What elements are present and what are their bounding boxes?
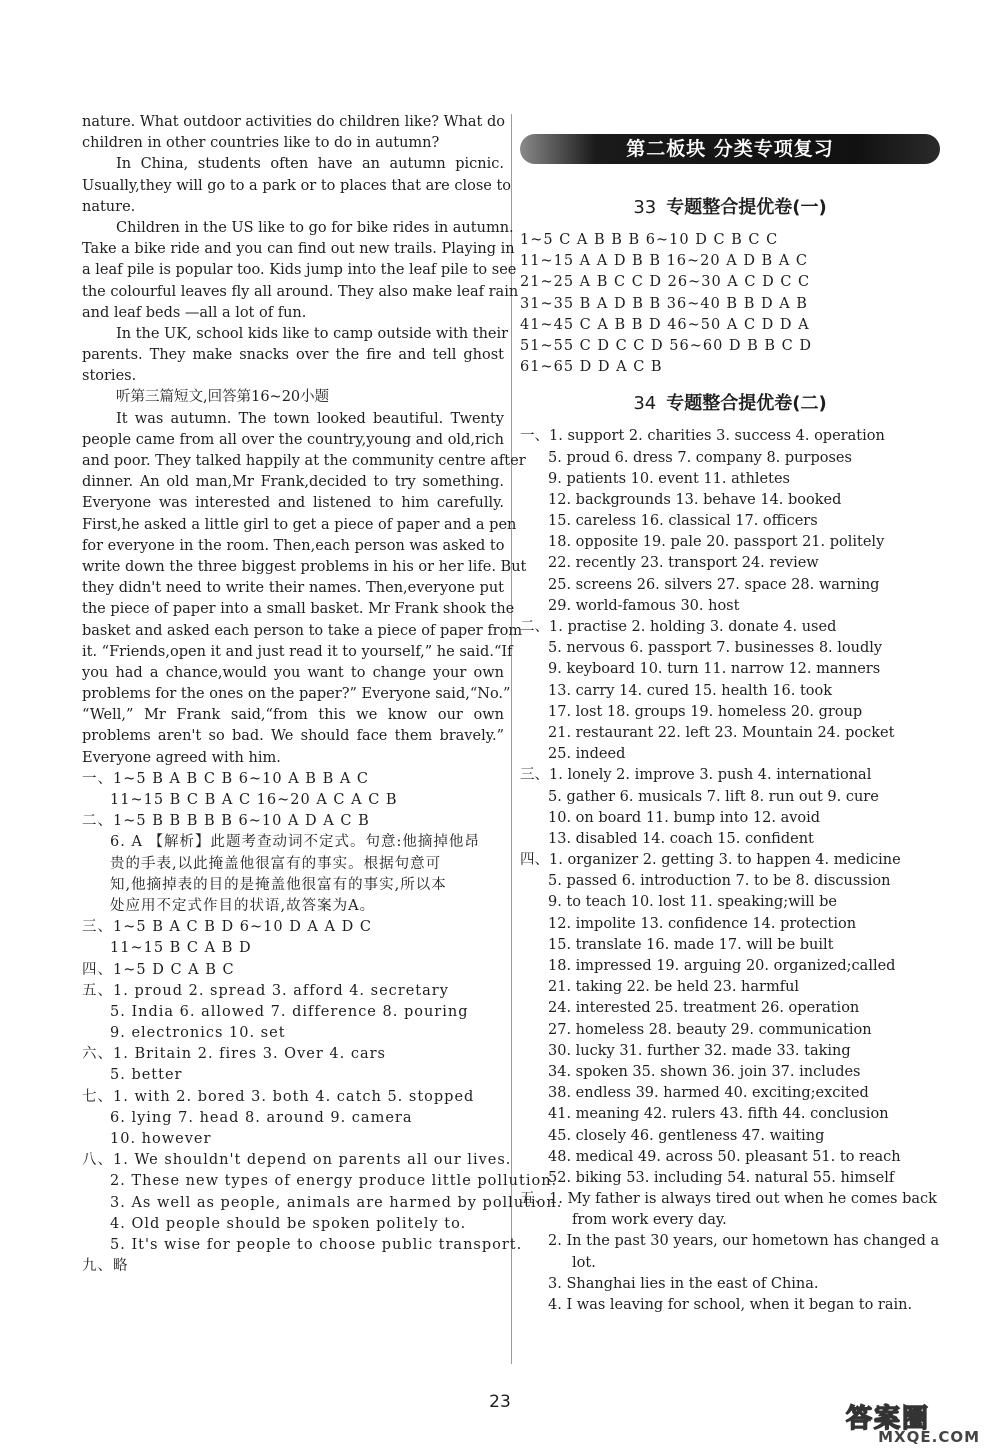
passage-line: In China, students often have an autumn picnic.	[116, 156, 504, 173]
answer-line: 5. better	[110, 1067, 183, 1084]
answer-line: 5. nervous 6. passport 7. businesses 8. loudly	[548, 640, 883, 657]
passage-line: Everyone agreed with him.	[82, 749, 281, 766]
answer-line: 9. to teach 10. lost 11. speaking;will be	[548, 894, 837, 911]
passage-line: write down the three biggest problems in his or her life. But	[82, 558, 527, 575]
answer-explanation: 处应用不定式作目的状语,故答案为A。	[110, 897, 376, 914]
answer-line: 11~15 A A D B B 16~20 A D B A C	[520, 253, 808, 270]
answer-line: 29. world-famous 30. host	[548, 597, 740, 614]
answer-line: 18. opposite 19. pale 20. passport 21. politely	[548, 534, 885, 551]
answer-explanation: 6. A 【解析】此题考查动词不定式。句意:他摘掉他昂	[110, 834, 480, 851]
answer-line: 5. India 6. allowed 7. difference 8. pouring	[110, 1003, 469, 1020]
answer-line: 五、1. My father is always tired out when he comes back	[520, 1191, 937, 1208]
answer-line: 5. gather 6. musicals 7. lift 8. run out 9. cure	[548, 788, 879, 805]
section-34-number: 34	[633, 393, 657, 415]
passage-line: and poor. They talked happily at the community centre after	[82, 453, 526, 469]
passage-line: people came from all over the country,young and old,rich	[82, 431, 504, 448]
answer-line: 七、1. with 2. bored 3. both 4. catch 5. stopped	[82, 1088, 475, 1105]
passage-line: “Well,” Mr Frank said,“from this we know our own	[82, 707, 504, 724]
answer-line: 15. careless 16. classical 17. officers	[548, 513, 818, 530]
answer-line: 一、1. support 2. charities 3. success 4. operation	[520, 428, 885, 445]
answer-line: 24. interested 25. treatment 26. operation	[548, 1000, 860, 1017]
answer-line: 5. It's wise for people to choose public transport.	[110, 1236, 523, 1253]
passage-line: problems for the ones on the paper?” Everyone said,“No.”	[82, 686, 511, 703]
answer-line: 3. Shanghai lies in the east of China.	[548, 1275, 819, 1292]
answer-line: 五、1. proud 2. spread 3. afford 4. secretary	[82, 982, 449, 999]
passage-line: the colourful leaves fly all around. They also make leaf rain	[82, 283, 519, 300]
passage-line: Children in the US like to go for bike rides in autumn.	[116, 219, 514, 236]
answer-line: 3. As well as people, animals are harmed by pollution.	[110, 1194, 563, 1211]
answer-line: 六、1. Britain 2. fires 3. Over 4. cars	[82, 1046, 386, 1063]
answer-line: 61~65 D D A C B	[520, 359, 663, 376]
answer-line: 31~35 B A D B B 36~40 B B D A B	[520, 295, 808, 312]
passage-line: the piece of paper into a small basket. Mr Frank shook the	[82, 601, 515, 618]
answer-explanation: 知,他摘掉表的目的是掩盖他很富有的事实,所以本	[110, 876, 447, 893]
section-33-name: 专题整合提优卷(一)	[666, 197, 827, 218]
page-number: 23	[489, 1392, 511, 1412]
passage-line: Take a bike ride and you can find out new trails. Playing in	[82, 241, 515, 258]
passage-line: stories.	[82, 368, 137, 385]
answer-line: lot.	[572, 1254, 596, 1271]
answer-line: 10. however	[110, 1131, 212, 1147]
passage-line: and leaf beds —all a lot of fun.	[82, 304, 307, 321]
answer-line: 9. patients 10. event 11. athletes	[548, 470, 790, 487]
passage-line: Everyone was interested and listened to him carefully.	[82, 495, 504, 512]
answer-line: 9. electronics 10. set	[110, 1025, 286, 1042]
section-34-title	[520, 382, 940, 426]
answer-line: 18. impressed 19. arguing 20. organized;called	[548, 958, 896, 974]
passage-line: it. “Friends,open it and just read it to yourself,” he said.“If	[82, 643, 513, 660]
answer-line: 10. on board 11. bump into 12. avoid	[548, 809, 821, 826]
answer-line: 21. taking 22. be held 23. harmful	[548, 979, 800, 996]
answer-line: 21~25 A B C C D 26~30 A C D C C	[520, 274, 811, 291]
passage-line: problems aren't so bad. We should face them bravely.”	[82, 728, 504, 745]
passage-line: dinner. An old man,Mr Frank,decided to try something.	[82, 474, 504, 491]
answer-line: 27. homeless 28. beauty 29. communication	[548, 1021, 872, 1038]
answer-line: 41. meaning 42. rulers 43. fifth 44. conclusion	[548, 1106, 889, 1123]
answer-line: 4. I was leaving for school, when it began to rain.	[548, 1297, 913, 1313]
answer-line: 二、1. practise 2. holding 3. donate 4. used	[520, 619, 837, 635]
answer-line: 11~15 B C B A C 16~20 A C A C B	[110, 792, 398, 808]
answer-line: 1~5 C A B B B 6~10 D C B C C	[520, 232, 779, 248]
passage-line: a leaf pile is popular too. Kids jump into the leaf pile to see	[82, 262, 517, 279]
answer-line: 45. closely 46. gentleness 47. waiting	[548, 1127, 825, 1144]
answer-line: 51~55 C D C C D 56~60 D B B C D	[520, 337, 812, 354]
answer-line: 九、略	[82, 1258, 129, 1275]
passage-line: Usually,they will go to a park or to places that are close to	[82, 177, 512, 194]
answer-key-left	[82, 769, 563, 1278]
section-34-name: 专题整合提优卷(二)	[666, 393, 827, 415]
answer-line: 9. keyboard 10. turn 11. narrow 12. manners	[548, 661, 881, 678]
answer-line: 25. indeed	[548, 746, 626, 763]
answer-line: 三、1. lonely 2. improve 3. push 4. international	[520, 767, 872, 784]
left-column	[82, 112, 563, 1277]
answer-line: 三、1~5 B A C B D 6~10 D A A D C	[82, 919, 372, 936]
answer-line: 30. lucky 31. further 32. made 33. taking	[548, 1042, 851, 1059]
answer-line: 15. translate 16. made 17. will be built	[548, 936, 834, 953]
answer-line: 5. passed 6. introduction 7. to be 8. discussion	[548, 873, 891, 890]
answer-line: 八、1. We shouldn't depend on parents all our lives.	[82, 1152, 512, 1169]
watermark-logo	[846, 1398, 986, 1446]
section-33-title	[520, 186, 940, 230]
answer-line: 2. These new types of energy produce little pollution.	[110, 1173, 558, 1190]
passage-line: parents. They make snacks over the fire and tell ghost	[82, 347, 504, 364]
answer-line: 13. disabled 14. coach 15. confident	[548, 830, 814, 847]
passage-line: In the UK, school kids like to camp outside with their	[116, 325, 509, 342]
answer-line: 一、1~5 B A B C B 6~10 A B B A C	[82, 770, 370, 787]
passage-line: you had a chance,would you want to change your own	[82, 664, 504, 681]
answer-line: 4. Old people should be spoken politely to.	[110, 1215, 467, 1232]
answer-line: 17. lost 18. groups 19. homeless 20. group	[548, 703, 863, 720]
section-33-number: 33	[633, 197, 657, 218]
answer-line: 21. restaurant 22. left 23. Mountain 24. pocket	[548, 724, 895, 741]
answer-line: 6. lying 7. head 8. around 9. camera	[110, 1109, 413, 1126]
answer-line: 四、1~5 D C A B C	[82, 961, 235, 978]
answer-line: 48. medical 49. across 50. pleasant 51. to reach	[548, 1148, 901, 1165]
passage-line: First,he asked a little girl to get a piece of paper and a pen	[82, 516, 517, 533]
section-34-answers	[520, 426, 940, 1316]
answer-line: 四、1. organizer 2. getting 3. to happen 4. medicine	[520, 852, 901, 869]
answer-line: 2. In the past 30 years, our hometown has changed a	[548, 1233, 940, 1250]
answer-line: 25. screens 26. silvers 27. space 28. warning	[548, 576, 880, 593]
passage-line: It was autumn. The town looked beautiful. Twenty	[116, 410, 504, 427]
watermark-sub: MXQE.COM	[878, 1428, 980, 1446]
passage-line: basket and asked each person to take a piece of paper from	[82, 622, 523, 639]
answer-line: 52. biking 53. including 54. natural 55. himself	[548, 1169, 895, 1186]
answer-line: 5. proud 6. dress 7. company 8. purposes	[548, 449, 852, 466]
watermark-main: 答案圈	[846, 1404, 931, 1434]
answer-line: 12. backgrounds 13. behave 14. booked	[548, 491, 842, 508]
passage-2	[82, 409, 527, 769]
answer-line: 38. endless 39. harmed 40. exciting;excited	[548, 1085, 869, 1102]
passage-2-heading: 听第三篇短文,回答第16~20小题	[116, 389, 330, 406]
passage-1	[82, 112, 519, 387]
passage-line: children in other countries like to do in autumn?	[82, 135, 440, 152]
right-column	[520, 112, 940, 1316]
answer-line: from work every day.	[572, 1212, 727, 1229]
answer-line: 34. spoken 35. shown 36. join 37. includes	[548, 1063, 861, 1080]
answer-line: 11~15 B C A B D	[110, 940, 252, 957]
passage-line: for everyone in the room. Then,each person was asked to	[82, 537, 505, 554]
answer-line: 41~45 C A B B D 46~50 A C D D A	[520, 316, 810, 333]
answer-line: 22. recently 23. transport 24. review	[548, 555, 819, 572]
passage-line: they didn't need to write their names. Then,everyone put	[82, 580, 504, 597]
answer-line: 二、1~5 B B B B B 6~10 A D A C B	[82, 813, 370, 830]
section-banner: 第二板块 分类专项复习	[520, 134, 940, 164]
answer-explanation: 贵的手表,以此掩盖他很富有的事实。根据句意可	[110, 855, 442, 872]
answer-line: 13. carry 14. cured 15. health 16. took	[548, 682, 833, 699]
passage-line: nature. What outdoor activities do children like? What do	[82, 114, 505, 130]
passage-line: nature.	[82, 198, 136, 215]
section-33-answers	[520, 230, 940, 378]
answer-line: 12. impolite 13. confidence 14. protection	[548, 915, 857, 932]
